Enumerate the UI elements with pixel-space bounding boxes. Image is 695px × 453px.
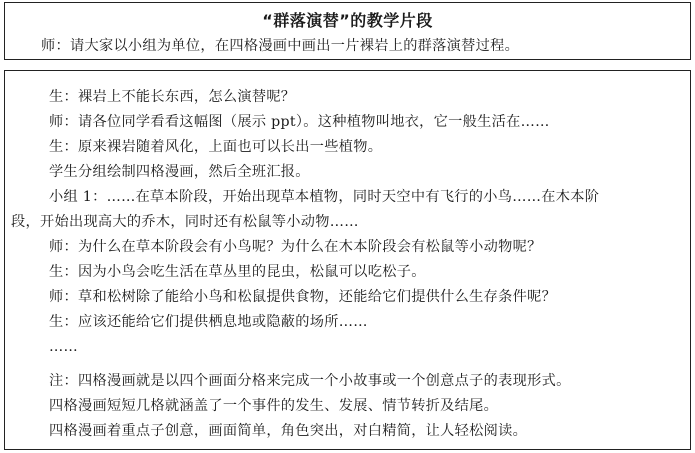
dialogue-line: 师：请各位同学看看这幅图（展示 ppt）。这种植物叫地衣，它一般生活在…… [49, 114, 550, 130]
ellipsis-line: …… [49, 339, 78, 355]
dialogue-line: 师：草和松树除了能给小鸟和松鼠提供食物，还能给它们提供什么生存条件呢？ [49, 289, 557, 305]
dialogue-line: 小组 1：……在草本阶段，开始出现草本植物，同时天空中有飞行的小鸟……在木本阶 [49, 189, 600, 205]
note-line: 四格漫画短短几格就涵盖了一个事件的发生、发展、情节转折及结尾。 [49, 398, 499, 414]
dialogue-line: 生：因为小鸟会吃生活在草丛里的昆虫，松鼠可以吃松子。 [49, 264, 426, 280]
dialogue-line: 师：为什么在草本阶段会有小鸟呢？为什么在木本阶段会有松鼠等小动物呢？ [49, 239, 542, 255]
dialogue-line: 生：裸岩上不能长东西，怎么演替呢？ [49, 89, 296, 105]
dialogue-line: 段，开始出现高大的乔木，同时还有松鼠等小动物…… [11, 214, 359, 230]
dialogue-box [4, 70, 691, 450]
dialogue-line: 生：原来裸岩随着风化，上面也可以长出一些植物。 [49, 139, 383, 155]
teacher-instruction: 师：请大家以小组为单位，在四格漫画中画出一片裸岩上的群落演替过程。 [41, 38, 520, 54]
note-line: 四格漫画着重点子创意，画面简单，角色突出，对白精简，让人轻松阅读。 [49, 423, 528, 439]
note-line: 注：四格漫画就是以四个画面分格来完成一个小故事或一个创意点子的表现形式。 [49, 373, 571, 389]
dialogue-line: 学生分组绘制四格漫画，然后全班汇报。 [49, 164, 310, 180]
dialogue-line: 生：应该还能给它们提供栖息地或隐蔽的场所…… [49, 314, 368, 330]
header-box [4, 2, 691, 60]
document-title: “群落演替”的教学片段 [262, 11, 433, 30]
